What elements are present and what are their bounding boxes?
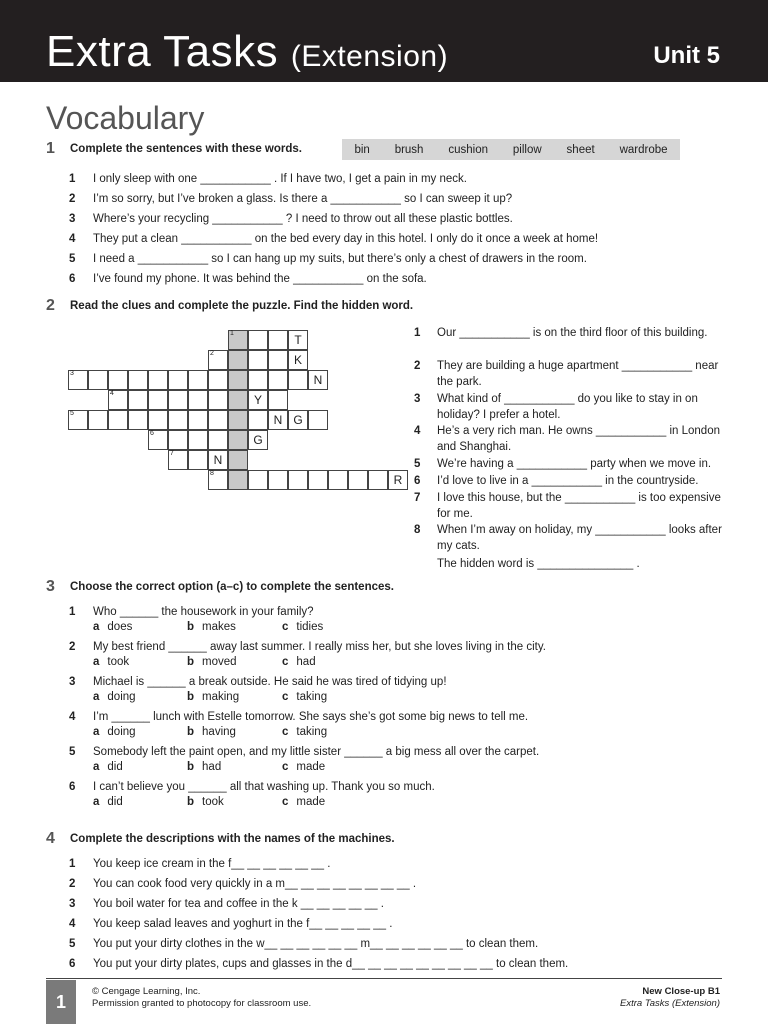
crossword-cell[interactable]	[268, 350, 288, 370]
crossword-cell[interactable]	[188, 410, 208, 430]
crossword-cell[interactable]	[308, 410, 328, 430]
item-number: 1	[69, 858, 76, 870]
footer-divider	[46, 978, 722, 979]
crossword-cell[interactable]	[308, 370, 328, 390]
option-text: did	[107, 796, 123, 808]
option-letter: b	[187, 656, 195, 668]
option-text: did	[107, 761, 123, 773]
crossword-cell[interactable]	[108, 370, 128, 390]
word: bin	[354, 143, 370, 156]
option-b[interactable]	[187, 761, 221, 773]
option-letter: b	[187, 621, 195, 633]
option-letter: a	[93, 726, 100, 738]
crossword-cell[interactable]	[148, 370, 168, 390]
option-letter: b	[187, 726, 195, 738]
book-title: New Close-up B1	[642, 986, 720, 997]
option-letter: a	[93, 691, 100, 703]
option-letter: b	[187, 761, 195, 773]
crossword-cell[interactable]	[288, 470, 308, 490]
item-text: Michael is ______ a break outside. He said he was tired of tidying up!	[93, 676, 447, 688]
clue-number: 6	[414, 475, 421, 487]
crossword-cell[interactable]	[168, 430, 188, 450]
option-letter: a	[93, 761, 100, 773]
item-number: 1	[69, 606, 76, 618]
option-text: doing	[107, 726, 136, 738]
crossword-hidden-cell[interactable]	[228, 450, 248, 470]
crossword-cell[interactable]	[168, 410, 188, 430]
crossword-cell[interactable]	[88, 370, 108, 390]
option-text: took	[202, 796, 224, 808]
clue-text: I’d love to live in a ___________ in the countryside.	[437, 475, 699, 487]
option-b[interactable]	[187, 726, 236, 738]
option-text: taking	[296, 691, 328, 703]
unit-label: Unit 5	[653, 42, 720, 69]
item-text: Where’s your recycling ___________ ? I need to throw out all these plastic bottles.	[93, 213, 513, 225]
crossword-hidden-cell[interactable]	[228, 430, 248, 450]
crossword-cell[interactable]	[208, 450, 228, 470]
word: wardrobe	[619, 143, 668, 156]
option-a[interactable]	[93, 691, 136, 703]
permission-note: Permission granted to photocopy for classroom use.	[92, 998, 312, 1009]
exercise-instruction: Choose the correct option (a–c) to complete the sentences.	[70, 581, 394, 593]
page-number: 1	[46, 980, 76, 1024]
item-text: You can cook food very quickly in a m__ __ __ __ __ __ __ __ .	[93, 878, 417, 890]
crossword-cell[interactable]	[288, 410, 308, 430]
crossword-letter: T	[294, 333, 302, 347]
option-letter: a	[93, 796, 100, 808]
crossword-cell[interactable]	[168, 450, 188, 470]
clue-number: 5	[414, 458, 421, 470]
crossword-cell[interactable]	[268, 470, 288, 490]
item-text: I can’t believe you ______ all that washing up. Thank you so much.	[93, 781, 435, 793]
option-letter: c	[282, 691, 289, 703]
option-text: had	[296, 656, 316, 668]
crossword-letter: G	[253, 433, 263, 447]
item-number: 5	[69, 253, 76, 265]
item-number: 6	[69, 781, 76, 793]
item-text: I’ve found my phone. It was behind the ___________ on the sofa.	[93, 273, 427, 285]
exercise-number: 1	[46, 140, 55, 157]
crossword-cell[interactable]	[388, 470, 408, 490]
option-text: had	[202, 761, 222, 773]
option-text: tidies	[296, 621, 324, 633]
item-text: You put your dirty clothes in the w__ __ __ __ __ __ m__ __ __ __ __ __ to clean them.	[93, 938, 539, 950]
option-text: made	[296, 796, 326, 808]
crossword-cell[interactable]	[248, 410, 268, 430]
clue-text: What kind of ___________ do you like to stay in on holiday? I prefer a hotel.	[437, 393, 698, 421]
page-title	[46, 28, 448, 81]
crossword-cell[interactable]	[148, 430, 168, 450]
item-text: They put a clean ___________ on the bed every day in this hotel. I only do it once a week at home!	[93, 233, 599, 245]
crossword-cell[interactable]	[268, 410, 288, 430]
footer-left	[92, 986, 311, 1010]
option-text: moved	[202, 656, 237, 668]
item-text: I need a ___________ so I can hang up my suits, but there’s only a chest of drawers in the room.	[93, 253, 587, 265]
option-c[interactable]	[282, 656, 316, 668]
item-text: Who ______ the housework in your family?	[93, 606, 314, 618]
crossword-cell[interactable]	[208, 350, 228, 370]
clue-text: They are building a huge apartment ___________ near the park.	[437, 360, 719, 388]
exercise-number: 3	[46, 578, 55, 595]
option-letter: c	[282, 656, 289, 668]
crossword-cell[interactable]	[328, 470, 348, 490]
item-number: 2	[69, 878, 76, 890]
crossword-cell[interactable]	[288, 350, 308, 370]
item-text: My best friend ______ away last summer. I really miss her, but she loves living in the city.	[93, 641, 546, 653]
option-letter: a	[93, 656, 100, 668]
item-number: 4	[69, 711, 76, 723]
crossword-cell[interactable]	[68, 370, 88, 390]
series-title: Extra Tasks (Extension)	[620, 998, 720, 1009]
crossword-cell[interactable]	[288, 330, 308, 350]
item-text: I’m so sorry, but I’ve broken a glass. Is there a ___________ so I can sweep it up?	[93, 193, 513, 205]
item-text: You put your dirty plates, cups and glasses in the d__ __ __ __ __ __ __ __ __ to clean them.	[93, 958, 569, 970]
crossword-cell[interactable]	[248, 330, 268, 350]
crossword-row-number: 8	[210, 470, 214, 477]
crossword-hidden-cell[interactable]	[228, 470, 248, 490]
clue-text: Our ___________ is on the third floor of this building.	[437, 327, 708, 339]
crossword-cell[interactable]	[308, 470, 328, 490]
crossword-cell[interactable]	[188, 450, 208, 470]
item-number: 3	[69, 898, 76, 910]
item-text: I only sleep with one ___________ . If I have two, I get a pain in my neck.	[93, 173, 467, 185]
option-text: doing	[107, 691, 136, 703]
item-number: 2	[69, 193, 76, 205]
option-letter: c	[282, 796, 289, 808]
item-text: You keep ice cream in the f__ __ __ __ __ __ .	[93, 858, 331, 870]
option-a[interactable]	[93, 761, 123, 773]
clue-number: 8	[414, 524, 421, 536]
item-number: 3	[69, 676, 76, 688]
item-text: You keep salad leaves and yoghurt in the f__ __ __ __ __ .	[93, 918, 393, 930]
word: brush	[394, 143, 424, 156]
option-a[interactable]	[93, 726, 136, 738]
crossword-letter: K	[293, 353, 302, 367]
clue-number: 4	[414, 425, 421, 437]
crossword-cell[interactable]	[288, 370, 308, 390]
crossword-cell[interactable]	[248, 430, 268, 450]
crossword-row-number: 5	[70, 410, 74, 417]
crossword-row-number: 4	[110, 390, 114, 397]
copyright: © Cengage Learning, Inc.	[92, 986, 201, 997]
item-number: 3	[69, 213, 76, 225]
option-text: made	[296, 761, 326, 773]
crossword-cell[interactable]	[248, 470, 268, 490]
item-text: Somebody left the paint open, and my little sister ______ a big mess all over the carpet.	[93, 746, 540, 758]
option-text: does	[107, 621, 133, 633]
word: cushion	[448, 143, 488, 156]
crossword-cell[interactable]	[248, 370, 268, 390]
crossword-cell[interactable]	[208, 470, 228, 490]
exercise-instruction: Complete the sentences with these words.	[70, 143, 302, 155]
crossword-cell[interactable]	[188, 370, 208, 390]
crossword-letter: N	[273, 413, 283, 427]
item-number: 2	[69, 641, 76, 653]
crossword-cell[interactable]	[108, 390, 128, 410]
crossword-hidden-cell[interactable]	[228, 410, 248, 430]
item-number: 6	[69, 273, 76, 285]
option-c[interactable]	[282, 761, 325, 773]
crossword-cell[interactable]	[248, 350, 268, 370]
crossword-cell[interactable]	[148, 410, 168, 430]
crossword-cell[interactable]	[208, 410, 228, 430]
crossword-cell[interactable]	[268, 390, 288, 410]
item-number: 6	[69, 958, 76, 970]
option-text: took	[107, 656, 130, 668]
crossword-cell[interactable]	[208, 390, 228, 410]
option-text: taking	[296, 726, 328, 738]
crossword-cell[interactable]	[128, 410, 148, 430]
option-a[interactable]	[93, 621, 132, 633]
crossword-row-number: 1	[230, 330, 234, 337]
crossword-cell[interactable]	[168, 390, 188, 410]
crossword-cell[interactable]	[268, 330, 288, 350]
crossword-cell[interactable]	[188, 430, 208, 450]
exercise-number: 4	[46, 830, 55, 847]
crossword-row-number: 3	[70, 370, 74, 377]
crossword-letter: G	[293, 413, 303, 427]
item-text: You boil water for tea and coffee in the k __ __ __ __ __ .	[93, 898, 384, 910]
crossword-letter: N	[213, 453, 223, 467]
crossword-row-number: 7	[170, 450, 174, 457]
option-c[interactable]	[282, 726, 327, 738]
crossword-cell[interactable]	[208, 370, 228, 390]
crossword-hidden-cell[interactable]	[228, 390, 248, 410]
option-b[interactable]	[187, 656, 237, 668]
option-a[interactable]	[93, 656, 129, 668]
item-number: 5	[69, 746, 76, 758]
option-letter: c	[282, 761, 289, 773]
title-subtitle: (Extension)	[290, 40, 449, 73]
section-heading: Vocabulary	[46, 100, 205, 136]
clue-text: When I’m away on holiday, my ___________ looks after my cats.	[437, 524, 722, 552]
crossword-cell[interactable]	[208, 430, 228, 450]
crossword-cell[interactable]	[188, 390, 208, 410]
hidden-word-line: The hidden word is _______________ .	[437, 558, 640, 570]
crossword-cell[interactable]	[168, 370, 188, 390]
crossword-row-number: 6	[150, 430, 154, 437]
exercise-instruction: Complete the descriptions with the names of the machines.	[70, 833, 395, 845]
item-number: 1	[69, 173, 76, 185]
clue-text: We’re having a ___________ party when we move in.	[437, 458, 712, 470]
crossword-letter: N	[313, 373, 323, 387]
crossword-hidden-cell[interactable]	[228, 370, 248, 390]
crossword-cell[interactable]	[368, 470, 388, 490]
option-b[interactable]	[187, 796, 224, 808]
option-b[interactable]	[187, 691, 239, 703]
crossword-cell[interactable]	[268, 370, 288, 390]
option-b[interactable]	[187, 621, 236, 633]
crossword-hidden-cell[interactable]	[228, 350, 248, 370]
crossword-cell[interactable]	[88, 410, 108, 430]
word-box	[342, 139, 680, 160]
crossword-letter: Y	[253, 393, 262, 407]
clue-number: 1	[414, 327, 421, 339]
option-letter: c	[282, 726, 289, 738]
page-header	[0, 0, 768, 82]
clue-number: 3	[414, 393, 421, 405]
exercise-number: 2	[46, 297, 55, 314]
option-c[interactable]	[282, 691, 327, 703]
option-text: having	[202, 726, 236, 738]
footer-right	[620, 986, 720, 1010]
crossword-cell[interactable]	[108, 410, 128, 430]
option-text: makes	[202, 621, 236, 633]
clue-text: He’s a very rich man. He owns ___________ in London and Shanghai.	[437, 425, 720, 453]
option-c[interactable]	[282, 621, 323, 633]
crossword-hidden-cell[interactable]	[228, 330, 248, 350]
option-letter: b	[187, 691, 195, 703]
word: pillow	[512, 143, 542, 156]
item-text: I’m ______ lunch with Estelle tomorrow. She says she’s got some big news to tell me.	[93, 711, 529, 723]
crossword-cell[interactable]	[128, 390, 148, 410]
crossword-cell[interactable]	[248, 390, 268, 410]
exercise-instruction: Read the clues and complete the puzzle. Find the hidden word.	[70, 300, 414, 312]
item-number: 4	[69, 918, 76, 930]
option-letter: a	[93, 621, 100, 633]
option-letter: c	[282, 621, 289, 633]
crossword-cell[interactable]	[68, 410, 88, 430]
crossword-cell[interactable]	[148, 390, 168, 410]
clue-text: I love this house, but the ___________ is too expensive for me.	[437, 492, 721, 520]
option-letter: b	[187, 796, 195, 808]
title-main: Extra Tasks	[46, 27, 279, 76]
item-number: 5	[69, 938, 76, 950]
word: sheet	[566, 143, 595, 156]
crossword-cell[interactable]	[128, 370, 148, 390]
crossword-row-number: 2	[210, 350, 214, 357]
crossword-cell[interactable]	[348, 470, 368, 490]
item-number: 4	[69, 233, 76, 245]
crossword-letter: R	[393, 473, 403, 487]
clue-number: 2	[414, 360, 421, 372]
option-c[interactable]	[282, 796, 325, 808]
clue-number: 7	[414, 492, 421, 504]
option-text: making	[202, 691, 240, 703]
option-a[interactable]	[93, 796, 123, 808]
